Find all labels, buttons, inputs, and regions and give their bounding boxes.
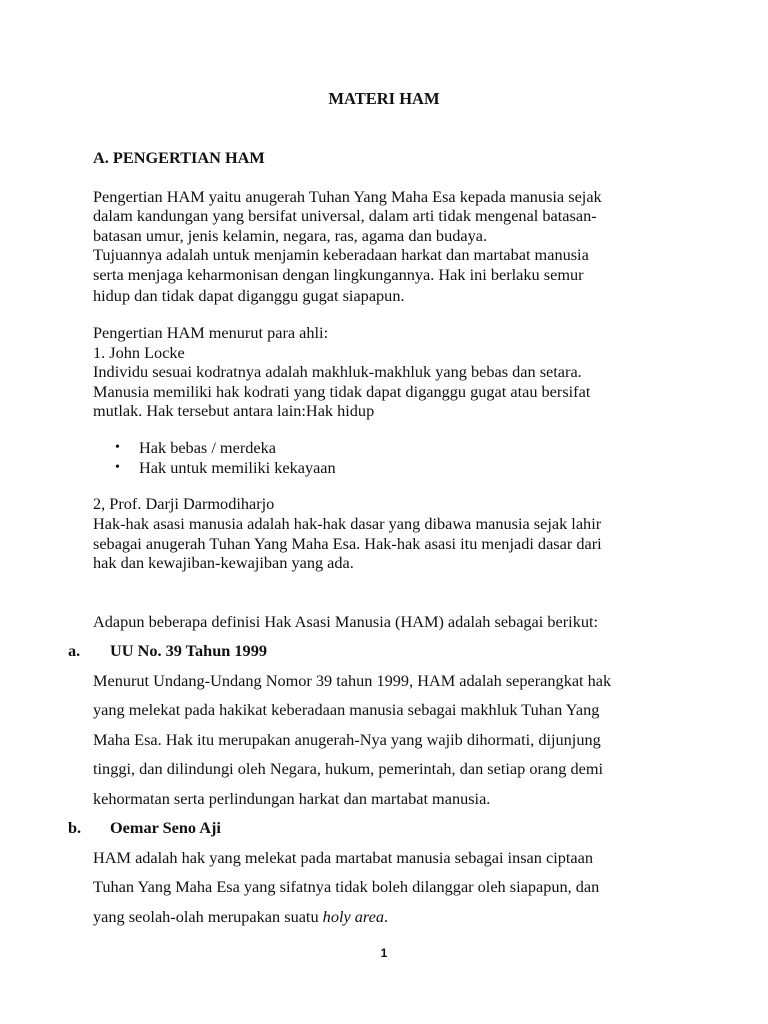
definitions-intro: Adapun beberapa definisi Hak Asasi Manusia (HAM) adalah sebagai berikut: bbox=[93, 612, 599, 631]
paragraph-line: batasan umur, jenis kelamin, negara, ras, agama dan budaya. bbox=[93, 226, 488, 245]
paragraph-line: hak dan kewajiban-kewajiban yang ada. bbox=[93, 553, 354, 572]
definition-heading-oemar: Oemar Seno Aji bbox=[110, 818, 221, 837]
definition-heading-uu: UU No. 39 Tahun 1999 bbox=[110, 641, 267, 660]
bullet-item: Hak bebas / merdeka bbox=[139, 438, 276, 457]
paragraph-line bbox=[93, 907, 388, 926]
paragraph-line: kehormatan serta perlindungan harkat dan martabat manusia. bbox=[93, 789, 491, 808]
expert-name-john-locke: 1. John Locke bbox=[93, 343, 185, 362]
paragraph-line: Maha Esa. Hak itu merupakan anugerah-Nya yang wajib dihormati, dijunjung bbox=[93, 730, 601, 749]
paragraph-line: hidup dan tidak dapat diganggu gugat siapapun. bbox=[93, 286, 405, 305]
paragraph-line: Hak-hak asasi manusia adalah hak-hak dasar yang dibawa manusia sejak lahir bbox=[93, 514, 602, 533]
paragraph-text: yang seolah-olah merupakan suatu bbox=[93, 907, 323, 926]
holy-area-term: holy area bbox=[322, 907, 385, 926]
paragraph-line: sebagai anugerah Tuhan Yang Maha Esa. Hak-hak asasi itu menjadi dasar dari bbox=[93, 534, 602, 553]
paragraph-line: tinggi, dan dilindungi oleh Negara, hukum, pemerintah, dan setiap orang demi bbox=[93, 759, 604, 778]
paragraph-line: Tuhan Yang Maha Esa yang sifatnya tidak boleh dilanggar oleh siapapun, dan bbox=[93, 877, 600, 896]
paragraph-line: Manusia memiliki hak kodrati yang tidak dapat diganggu gugat atau bersifat bbox=[93, 382, 591, 401]
section-heading-pengertian: A. PENGERTIAN HAM bbox=[93, 148, 265, 167]
definition-marker-a: a. bbox=[68, 641, 81, 660]
experts-intro: Pengertian HAM menurut para ahli: bbox=[93, 323, 329, 342]
paragraph-line: dalam kandungan yang bersifat universal, dalam arti tidak mengenal batasan- bbox=[93, 206, 597, 225]
paragraph-line: Tujuannya adalah untuk menjamin keberadaan harkat dan martabat manusia bbox=[93, 245, 589, 264]
paragraph-line: HAM adalah hak yang melekat pada martabat manusia sebagai insan ciptaan bbox=[93, 848, 594, 867]
bullet-icon: • bbox=[115, 440, 120, 455]
document-title: MATERI HAM bbox=[328, 89, 440, 108]
paragraph-line: Pengertian HAM yaitu anugerah Tuhan Yang Maha Esa kepada manusia sejak bbox=[93, 187, 602, 206]
paragraph-text: . bbox=[384, 907, 389, 926]
definition-marker-b: b. bbox=[68, 818, 82, 837]
page-number: 1 bbox=[380, 946, 388, 960]
bullet-icon: • bbox=[115, 460, 120, 475]
paragraph-line: Menurut Undang-Undang Nomor 39 tahun 1999, HAM adalah seperangkat hak bbox=[93, 671, 612, 690]
paragraph-line: serta menjaga keharmonisan dengan lingkungannya. Hak ini berlaku semur bbox=[93, 265, 584, 284]
paragraph-line: mutlak. Hak tersebut antara lain:Hak hidup bbox=[93, 401, 375, 420]
paragraph-line: Individu sesuai kodratnya adalah makhluk-makhluk yang bebas dan setara. bbox=[93, 362, 582, 381]
expert-name-darji: 2, Prof. Darji Darmodiharjo bbox=[93, 494, 275, 513]
paragraph-line: yang melekat pada hakikat keberadaan manusia sebagai makhluk Tuhan Yang bbox=[93, 700, 600, 719]
bullet-item: Hak untuk memiliki kekayaan bbox=[139, 458, 336, 477]
